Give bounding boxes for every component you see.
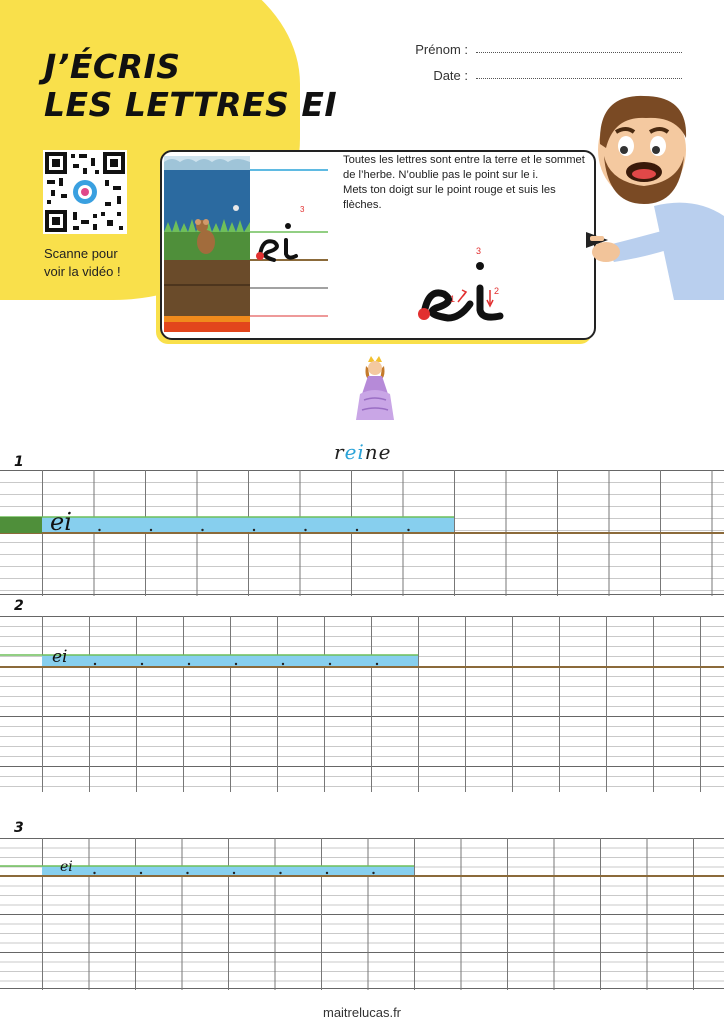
- start-dot: [326, 872, 328, 874]
- step-2-label: 2: [494, 286, 500, 296]
- date-label: Date :: [433, 68, 468, 83]
- instruction-text-2: Mets ton doigt sur le point rouge et suis les flèches.: [343, 184, 556, 211]
- writing-grid-1[interactable]: [0, 470, 724, 596]
- grid-3-model: ei: [60, 859, 73, 875]
- title-line-2: LES LETTRES EI: [44, 85, 338, 124]
- start-dot: [233, 872, 235, 874]
- grid-1-model: ei: [50, 508, 72, 536]
- title-line-1: J’ÉCRIS: [44, 47, 181, 86]
- start-dot: [186, 872, 188, 874]
- start-dot: [94, 663, 96, 665]
- qr-caption-line-1: Scanne pour: [44, 246, 118, 261]
- grass-patch: [0, 517, 42, 533]
- word-prefix: r: [334, 440, 345, 464]
- start-dot: [141, 663, 143, 665]
- start-dot: [304, 529, 306, 531]
- step-3-label: 3: [476, 246, 482, 256]
- prenom-field[interactable]: [476, 52, 682, 53]
- sky-band: [42, 866, 414, 876]
- start-dot: [150, 529, 152, 531]
- exercise-number-3: 3: [14, 820, 24, 836]
- qr-caption: [44, 245, 121, 281]
- start-dot: [407, 529, 409, 531]
- page-title: [44, 48, 337, 124]
- date-field[interactable]: [476, 78, 682, 79]
- start-dot: [98, 529, 100, 531]
- start-dot: [140, 872, 142, 874]
- instruction-text: [343, 153, 588, 213]
- step-1-label: 1: [450, 294, 456, 304]
- princess-illustration: [354, 354, 396, 422]
- writing-grid-2[interactable]: [0, 616, 724, 792]
- exercise-number-2: 2: [14, 598, 24, 614]
- sky-band: [42, 655, 418, 667]
- start-dot: [372, 872, 374, 874]
- svg-text:3: 3: [300, 205, 305, 214]
- start-dot: [188, 663, 190, 665]
- start-dot: [376, 663, 378, 665]
- word-suffix: ne: [364, 440, 392, 464]
- instruction-text-1: Toutes les lettres sont entre la terre et le sommet de l’herbe. N’oublie pas le point sur le i.: [343, 154, 585, 181]
- start-dot: [356, 529, 358, 531]
- start-dot: [282, 663, 284, 665]
- start-dot: [253, 529, 255, 531]
- start-dot: [235, 663, 237, 665]
- qr-caption-line-2: voir la vidéo !: [44, 264, 121, 279]
- start-dot: [279, 872, 281, 874]
- example-word: [334, 440, 392, 464]
- qr-code-icon[interactable]: [43, 150, 127, 234]
- footer-site: maitrelucas.fr: [322, 1005, 402, 1020]
- start-dot: [329, 663, 331, 665]
- prenom-label: Prénom :: [415, 42, 468, 57]
- writing-grid-3[interactable]: [0, 838, 724, 990]
- teacher-illustration: [584, 86, 724, 300]
- grid-2-model: ei: [52, 647, 68, 667]
- letters-ei-model: [410, 244, 520, 328]
- word-highlight: ei: [344, 440, 365, 464]
- scene-illustration: [164, 156, 328, 332]
- start-dot: [201, 529, 203, 531]
- exercise-number-1: 1: [14, 454, 24, 470]
- start-dot: [93, 872, 95, 874]
- sky-band: [42, 517, 454, 533]
